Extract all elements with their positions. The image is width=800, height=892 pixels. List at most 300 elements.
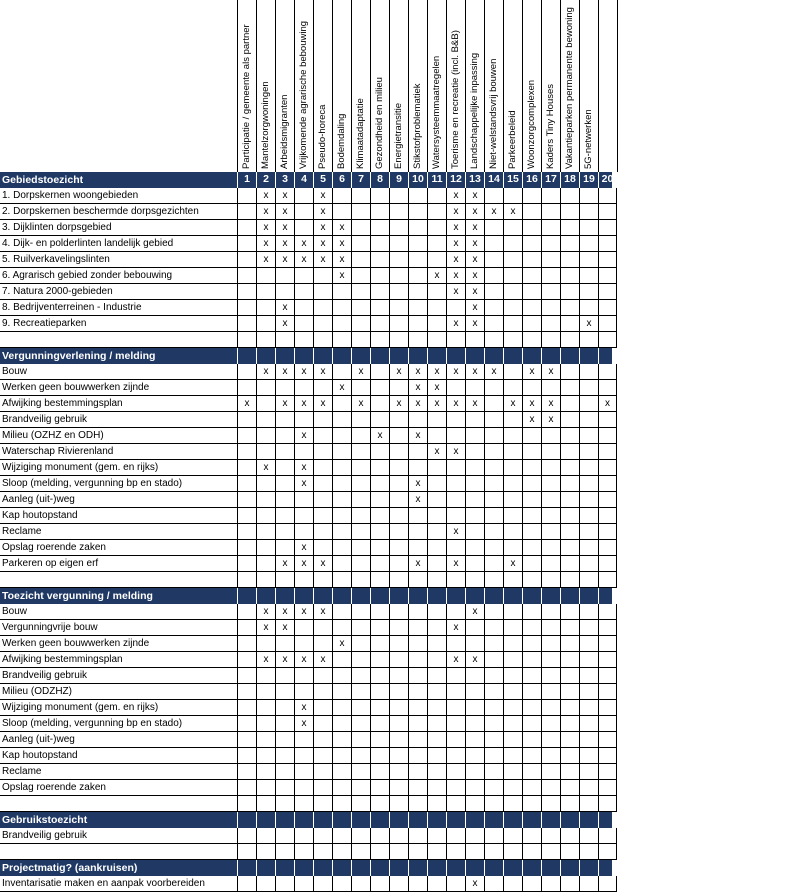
table-cell[interactable] xyxy=(598,284,617,300)
table-cell[interactable] xyxy=(427,716,446,732)
table-cell[interactable]: x xyxy=(579,316,598,332)
table-cell[interactable] xyxy=(541,316,560,332)
table-cell[interactable] xyxy=(598,380,617,396)
table-cell[interactable] xyxy=(503,460,522,476)
table-cell[interactable] xyxy=(427,572,446,588)
table-cell[interactable] xyxy=(408,716,427,732)
table-cell[interactable] xyxy=(541,348,560,364)
table-cell[interactable] xyxy=(389,812,408,828)
table-cell[interactable] xyxy=(522,636,541,652)
table-cell[interactable]: x xyxy=(465,220,484,236)
table-cell[interactable] xyxy=(541,716,560,732)
table-cell[interactable] xyxy=(332,316,351,332)
table-cell[interactable] xyxy=(560,540,579,556)
table-cell[interactable] xyxy=(503,812,522,828)
table-cell[interactable] xyxy=(237,204,256,220)
table-cell[interactable] xyxy=(351,860,370,876)
table-cell[interactable] xyxy=(484,316,503,332)
table-cell[interactable] xyxy=(332,748,351,764)
table-cell[interactable] xyxy=(503,476,522,492)
table-cell[interactable] xyxy=(465,780,484,796)
table-cell[interactable] xyxy=(313,572,332,588)
table-cell[interactable] xyxy=(522,204,541,220)
table-cell[interactable] xyxy=(351,204,370,220)
table-cell[interactable] xyxy=(503,300,522,316)
table-cell[interactable] xyxy=(332,684,351,700)
table-cell[interactable] xyxy=(579,204,598,220)
table-cell[interactable] xyxy=(522,316,541,332)
table-cell[interactable] xyxy=(351,620,370,636)
column-number[interactable]: 20 xyxy=(598,172,617,188)
table-cell[interactable] xyxy=(579,492,598,508)
table-cell[interactable] xyxy=(598,860,617,876)
table-cell[interactable] xyxy=(522,652,541,668)
column-number[interactable]: 12 xyxy=(446,172,465,188)
table-cell[interactable] xyxy=(579,780,598,796)
table-cell[interactable]: x xyxy=(446,236,465,252)
table-cell[interactable] xyxy=(370,844,389,860)
column-number[interactable]: 17 xyxy=(541,172,560,188)
table-cell[interactable] xyxy=(522,460,541,476)
table-cell[interactable] xyxy=(522,476,541,492)
table-cell[interactable] xyxy=(465,764,484,780)
column-number[interactable]: 13 xyxy=(465,172,484,188)
table-cell[interactable] xyxy=(560,780,579,796)
table-cell[interactable] xyxy=(598,412,617,428)
table-cell[interactable] xyxy=(408,348,427,364)
table-cell[interactable] xyxy=(389,684,408,700)
table-cell[interactable] xyxy=(332,620,351,636)
table-cell[interactable] xyxy=(237,412,256,428)
column-number[interactable]: 3 xyxy=(275,172,294,188)
table-cell[interactable]: x xyxy=(446,268,465,284)
table-cell[interactable]: x xyxy=(275,300,294,316)
table-cell[interactable] xyxy=(579,604,598,620)
table-cell[interactable] xyxy=(408,844,427,860)
table-cell[interactable] xyxy=(560,396,579,412)
table-cell[interactable] xyxy=(294,204,313,220)
table-cell[interactable] xyxy=(408,684,427,700)
table-cell[interactable] xyxy=(237,732,256,748)
table-cell[interactable] xyxy=(598,572,617,588)
table-cell[interactable] xyxy=(237,188,256,204)
table-cell[interactable] xyxy=(275,540,294,556)
table-cell[interactable] xyxy=(522,428,541,444)
table-cell[interactable] xyxy=(370,476,389,492)
table-cell[interactable] xyxy=(237,844,256,860)
table-cell[interactable] xyxy=(256,572,275,588)
table-cell[interactable] xyxy=(370,188,389,204)
table-cell[interactable] xyxy=(541,748,560,764)
table-cell[interactable] xyxy=(579,684,598,700)
table-cell[interactable] xyxy=(522,252,541,268)
table-cell[interactable] xyxy=(294,668,313,684)
table-cell[interactable] xyxy=(484,716,503,732)
table-cell[interactable] xyxy=(484,348,503,364)
table-cell[interactable] xyxy=(579,524,598,540)
table-cell[interactable] xyxy=(389,636,408,652)
table-cell[interactable] xyxy=(275,284,294,300)
table-cell[interactable] xyxy=(541,236,560,252)
table-cell[interactable] xyxy=(560,524,579,540)
table-cell[interactable] xyxy=(332,700,351,716)
table-cell[interactable] xyxy=(560,460,579,476)
table-cell[interactable] xyxy=(237,716,256,732)
table-cell[interactable] xyxy=(332,828,351,844)
table-cell[interactable] xyxy=(541,332,560,348)
table-cell[interactable] xyxy=(408,572,427,588)
table-cell[interactable] xyxy=(427,796,446,812)
table-cell[interactable] xyxy=(484,268,503,284)
table-cell[interactable] xyxy=(427,844,446,860)
table-cell[interactable] xyxy=(370,652,389,668)
table-cell[interactable] xyxy=(560,636,579,652)
table-cell[interactable] xyxy=(389,380,408,396)
table-cell[interactable] xyxy=(446,716,465,732)
table-cell[interactable] xyxy=(579,652,598,668)
table-cell[interactable] xyxy=(579,364,598,380)
table-cell[interactable] xyxy=(427,412,446,428)
table-cell[interactable] xyxy=(370,620,389,636)
table-cell[interactable] xyxy=(408,508,427,524)
column-number[interactable]: 10 xyxy=(408,172,427,188)
table-cell[interactable]: x xyxy=(332,236,351,252)
table-cell[interactable]: x xyxy=(465,364,484,380)
table-cell[interactable] xyxy=(560,508,579,524)
table-cell[interactable] xyxy=(237,876,256,892)
table-cell[interactable] xyxy=(541,732,560,748)
table-cell[interactable] xyxy=(275,348,294,364)
table-cell[interactable] xyxy=(332,812,351,828)
table-cell[interactable] xyxy=(256,428,275,444)
table-cell[interactable] xyxy=(370,636,389,652)
table-cell[interactable] xyxy=(389,876,408,892)
table-cell[interactable] xyxy=(389,700,408,716)
table-cell[interactable] xyxy=(560,300,579,316)
table-cell[interactable] xyxy=(541,300,560,316)
table-cell[interactable] xyxy=(351,332,370,348)
table-cell[interactable]: x xyxy=(446,364,465,380)
table-cell[interactable] xyxy=(408,300,427,316)
table-cell[interactable] xyxy=(351,492,370,508)
table-cell[interactable] xyxy=(541,508,560,524)
table-cell[interactable] xyxy=(256,716,275,732)
table-cell[interactable] xyxy=(294,348,313,364)
table-cell[interactable] xyxy=(598,492,617,508)
table-cell[interactable] xyxy=(408,220,427,236)
table-cell[interactable] xyxy=(313,716,332,732)
table-cell[interactable] xyxy=(370,876,389,892)
table-cell[interactable]: x xyxy=(313,364,332,380)
table-cell[interactable] xyxy=(389,204,408,220)
table-cell[interactable]: x xyxy=(541,412,560,428)
table-cell[interactable] xyxy=(294,524,313,540)
table-cell[interactable] xyxy=(313,300,332,316)
table-cell[interactable] xyxy=(522,876,541,892)
table-cell[interactable] xyxy=(370,508,389,524)
table-cell[interactable] xyxy=(560,204,579,220)
table-cell[interactable]: x xyxy=(294,700,313,716)
table-cell[interactable] xyxy=(275,476,294,492)
table-cell[interactable] xyxy=(484,460,503,476)
table-cell[interactable]: x xyxy=(446,188,465,204)
table-cell[interactable] xyxy=(256,444,275,460)
table-cell[interactable] xyxy=(294,188,313,204)
table-cell[interactable] xyxy=(351,316,370,332)
table-cell[interactable] xyxy=(427,604,446,620)
table-cell[interactable] xyxy=(256,684,275,700)
table-cell[interactable]: x xyxy=(313,236,332,252)
table-cell[interactable]: x xyxy=(465,876,484,892)
table-cell[interactable] xyxy=(579,876,598,892)
table-cell[interactable]: x xyxy=(313,220,332,236)
table-cell[interactable] xyxy=(465,508,484,524)
table-cell[interactable] xyxy=(370,524,389,540)
table-cell[interactable] xyxy=(560,812,579,828)
table-cell[interactable] xyxy=(370,460,389,476)
table-cell[interactable] xyxy=(389,572,408,588)
table-cell[interactable] xyxy=(351,828,370,844)
table-cell[interactable] xyxy=(237,476,256,492)
table-cell[interactable] xyxy=(408,588,427,604)
table-cell[interactable] xyxy=(332,412,351,428)
table-cell[interactable] xyxy=(446,748,465,764)
table-cell[interactable]: x xyxy=(446,204,465,220)
table-cell[interactable]: x xyxy=(332,268,351,284)
table-cell[interactable] xyxy=(313,380,332,396)
table-cell[interactable] xyxy=(332,716,351,732)
table-cell[interactable] xyxy=(332,332,351,348)
table-cell[interactable] xyxy=(503,380,522,396)
table-cell[interactable] xyxy=(560,732,579,748)
table-cell[interactable] xyxy=(598,620,617,636)
table-cell[interactable] xyxy=(484,396,503,412)
table-cell[interactable] xyxy=(598,700,617,716)
table-cell[interactable] xyxy=(370,588,389,604)
table-cell[interactable] xyxy=(579,460,598,476)
table-cell[interactable] xyxy=(598,316,617,332)
table-cell[interactable] xyxy=(579,572,598,588)
table-cell[interactable] xyxy=(579,412,598,428)
table-cell[interactable] xyxy=(313,764,332,780)
table-cell[interactable] xyxy=(446,732,465,748)
table-cell[interactable] xyxy=(541,188,560,204)
table-cell[interactable] xyxy=(446,300,465,316)
table-cell[interactable] xyxy=(389,732,408,748)
table-cell[interactable] xyxy=(275,876,294,892)
table-cell[interactable] xyxy=(427,332,446,348)
table-cell[interactable] xyxy=(389,668,408,684)
table-cell[interactable] xyxy=(427,284,446,300)
table-cell[interactable] xyxy=(579,796,598,812)
column-number[interactable]: 14 xyxy=(484,172,503,188)
table-cell[interactable] xyxy=(294,764,313,780)
table-cell[interactable] xyxy=(313,876,332,892)
table-cell[interactable] xyxy=(427,668,446,684)
table-cell[interactable] xyxy=(427,620,446,636)
table-cell[interactable] xyxy=(503,220,522,236)
table-cell[interactable] xyxy=(484,476,503,492)
table-cell[interactable] xyxy=(408,652,427,668)
table-cell[interactable] xyxy=(503,524,522,540)
table-cell[interactable] xyxy=(503,316,522,332)
table-cell[interactable] xyxy=(484,780,503,796)
table-cell[interactable] xyxy=(598,764,617,780)
table-cell[interactable] xyxy=(370,764,389,780)
table-cell[interactable]: x xyxy=(275,188,294,204)
table-cell[interactable] xyxy=(427,588,446,604)
table-cell[interactable] xyxy=(351,700,370,716)
table-cell[interactable] xyxy=(275,732,294,748)
table-cell[interactable] xyxy=(275,716,294,732)
table-cell[interactable] xyxy=(427,764,446,780)
table-cell[interactable] xyxy=(446,828,465,844)
table-cell[interactable] xyxy=(560,684,579,700)
table-cell[interactable]: x xyxy=(294,476,313,492)
table-cell[interactable] xyxy=(313,732,332,748)
table-cell[interactable] xyxy=(313,844,332,860)
table-cell[interactable] xyxy=(579,236,598,252)
table-cell[interactable] xyxy=(560,716,579,732)
table-cell[interactable] xyxy=(541,540,560,556)
table-cell[interactable]: x xyxy=(427,444,446,460)
table-cell[interactable] xyxy=(332,876,351,892)
table-cell[interactable] xyxy=(446,636,465,652)
table-cell[interactable] xyxy=(389,604,408,620)
table-cell[interactable] xyxy=(256,748,275,764)
table-cell[interactable] xyxy=(465,620,484,636)
table-cell[interactable]: x xyxy=(332,636,351,652)
table-cell[interactable] xyxy=(560,316,579,332)
table-cell[interactable]: x xyxy=(294,460,313,476)
table-cell[interactable] xyxy=(484,412,503,428)
table-cell[interactable]: x xyxy=(275,556,294,572)
table-cell[interactable] xyxy=(237,348,256,364)
table-cell[interactable]: x xyxy=(427,268,446,284)
table-cell[interactable] xyxy=(465,444,484,460)
table-cell[interactable] xyxy=(256,812,275,828)
table-cell[interactable] xyxy=(237,236,256,252)
table-cell[interactable] xyxy=(598,364,617,380)
table-cell[interactable]: x xyxy=(598,396,617,412)
table-cell[interactable] xyxy=(446,492,465,508)
table-cell[interactable] xyxy=(237,812,256,828)
table-cell[interactable]: x xyxy=(256,236,275,252)
table-cell[interactable] xyxy=(313,748,332,764)
table-cell[interactable] xyxy=(522,604,541,620)
table-cell[interactable] xyxy=(579,252,598,268)
table-cell[interactable] xyxy=(237,620,256,636)
table-cell[interactable] xyxy=(370,716,389,732)
table-cell[interactable] xyxy=(370,860,389,876)
table-cell[interactable] xyxy=(579,540,598,556)
table-cell[interactable] xyxy=(598,588,617,604)
table-cell[interactable] xyxy=(389,556,408,572)
table-cell[interactable] xyxy=(465,716,484,732)
table-cell[interactable] xyxy=(446,780,465,796)
table-cell[interactable] xyxy=(522,540,541,556)
table-cell[interactable] xyxy=(484,252,503,268)
table-cell[interactable]: x xyxy=(465,252,484,268)
table-cell[interactable] xyxy=(579,620,598,636)
table-cell[interactable] xyxy=(332,492,351,508)
table-cell[interactable] xyxy=(541,476,560,492)
table-cell[interactable]: x xyxy=(408,380,427,396)
table-cell[interactable] xyxy=(579,764,598,780)
table-cell[interactable]: x xyxy=(313,204,332,220)
table-cell[interactable] xyxy=(332,396,351,412)
table-cell[interactable] xyxy=(579,284,598,300)
table-cell[interactable] xyxy=(465,812,484,828)
table-cell[interactable] xyxy=(294,588,313,604)
table-cell[interactable] xyxy=(294,620,313,636)
table-cell[interactable] xyxy=(237,284,256,300)
table-cell[interactable] xyxy=(484,236,503,252)
table-cell[interactable]: x xyxy=(522,364,541,380)
table-cell[interactable] xyxy=(351,748,370,764)
table-cell[interactable] xyxy=(503,188,522,204)
table-cell[interactable] xyxy=(560,844,579,860)
table-cell[interactable] xyxy=(446,668,465,684)
table-cell[interactable] xyxy=(560,284,579,300)
table-cell[interactable]: x xyxy=(389,364,408,380)
table-cell[interactable] xyxy=(408,668,427,684)
table-cell[interactable] xyxy=(370,684,389,700)
table-cell[interactable] xyxy=(408,636,427,652)
table-cell[interactable] xyxy=(370,316,389,332)
table-cell[interactable] xyxy=(294,828,313,844)
table-cell[interactable] xyxy=(541,380,560,396)
table-cell[interactable]: x xyxy=(294,364,313,380)
table-cell[interactable] xyxy=(294,732,313,748)
table-cell[interactable] xyxy=(389,428,408,444)
table-cell[interactable] xyxy=(560,412,579,428)
table-cell[interactable] xyxy=(389,860,408,876)
table-cell[interactable] xyxy=(313,620,332,636)
table-cell[interactable] xyxy=(560,252,579,268)
table-cell[interactable] xyxy=(427,236,446,252)
table-cell[interactable] xyxy=(465,348,484,364)
table-cell[interactable] xyxy=(313,476,332,492)
table-cell[interactable] xyxy=(351,252,370,268)
table-cell[interactable] xyxy=(351,540,370,556)
table-cell[interactable] xyxy=(541,636,560,652)
table-cell[interactable] xyxy=(332,572,351,588)
table-cell[interactable] xyxy=(256,348,275,364)
table-cell[interactable] xyxy=(332,508,351,524)
table-cell[interactable] xyxy=(313,492,332,508)
table-cell[interactable] xyxy=(522,844,541,860)
table-cell[interactable] xyxy=(579,844,598,860)
table-cell[interactable] xyxy=(370,220,389,236)
table-cell[interactable] xyxy=(351,588,370,604)
table-cell[interactable] xyxy=(370,412,389,428)
table-cell[interactable]: x xyxy=(446,284,465,300)
table-cell[interactable] xyxy=(427,732,446,748)
table-cell[interactable] xyxy=(541,204,560,220)
table-cell[interactable] xyxy=(313,268,332,284)
table-cell[interactable] xyxy=(522,828,541,844)
table-cell[interactable] xyxy=(237,460,256,476)
table-cell[interactable] xyxy=(351,428,370,444)
table-cell[interactable] xyxy=(332,764,351,780)
table-cell[interactable] xyxy=(408,236,427,252)
table-cell[interactable] xyxy=(408,316,427,332)
table-cell[interactable] xyxy=(294,316,313,332)
table-cell[interactable] xyxy=(370,572,389,588)
table-cell[interactable] xyxy=(408,796,427,812)
table-cell[interactable] xyxy=(503,364,522,380)
